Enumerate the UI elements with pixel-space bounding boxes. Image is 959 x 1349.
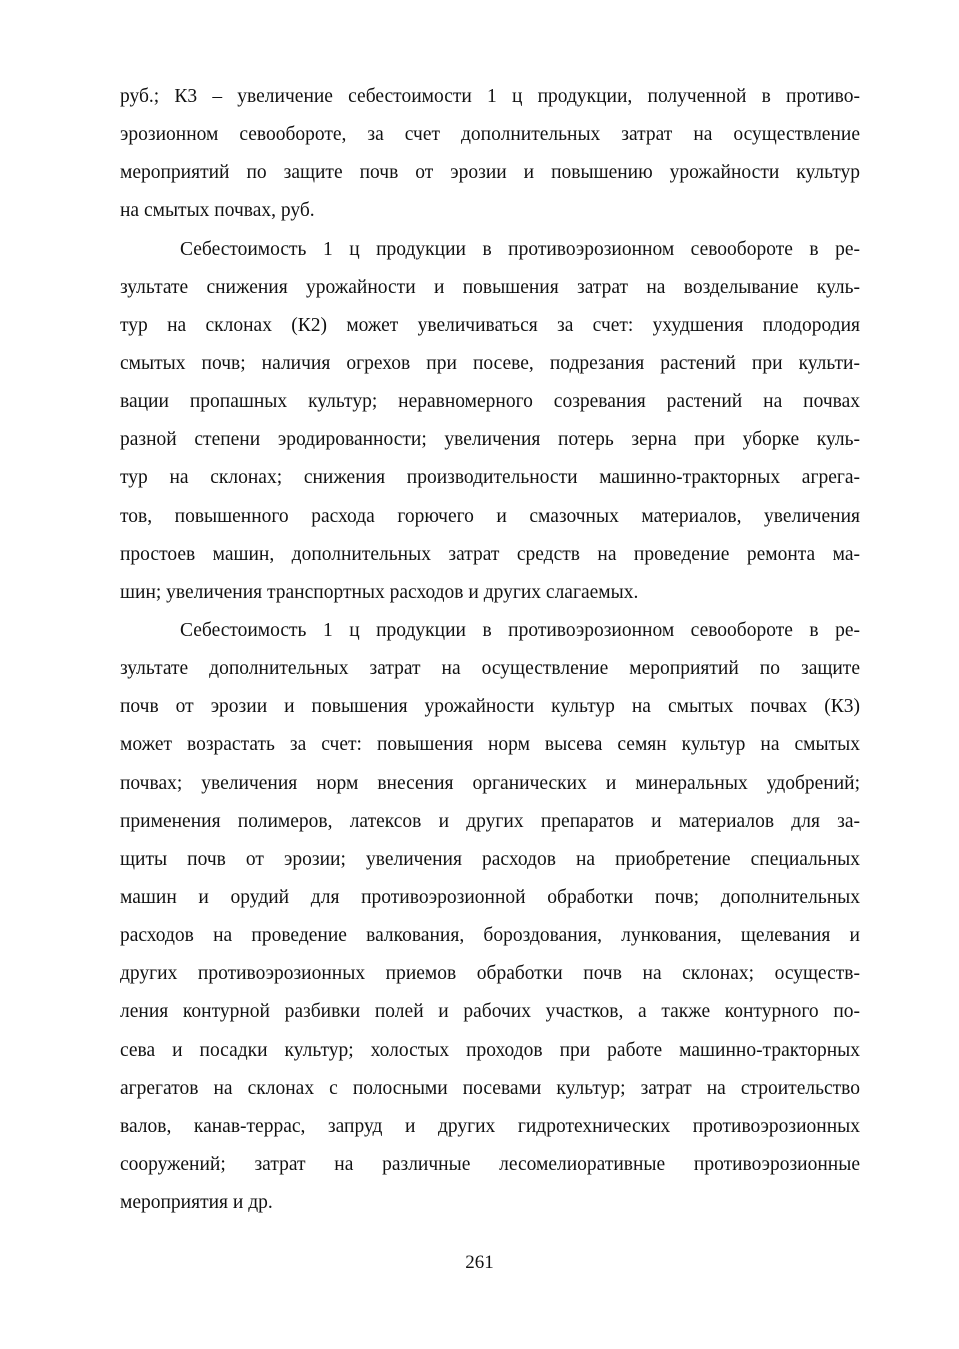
text-line: зультате дополнительных затрат на осуществление мероприятий по защите bbox=[120, 658, 860, 680]
page-number: 261 bbox=[465, 1252, 494, 1273]
text-line: руб.; К3 – увеличение себестоимости 1 ц продукции, полученной в противо- bbox=[120, 86, 860, 107]
text-line: других противоэрозионных приемов обработки почв на склонах; осуществ- bbox=[120, 963, 860, 985]
text-line: агрегатов на склонах с полосными посевами культур; затрат на строительство bbox=[120, 1077, 860, 1099]
text-line: сооружений; затрат на различные лесомелиоративные противоэрозионные bbox=[120, 1153, 860, 1175]
text-line: валов, канав-террас, запруд и других гидротехнических противоэрозионных bbox=[120, 1115, 860, 1137]
text-line: сева и посадки культур; холостых проходов при работе машинно-тракторных bbox=[120, 1039, 860, 1061]
text-line: машин и орудий для противоэрозионной обработки почв; дополнительных bbox=[120, 886, 860, 908]
text-line: на смытых почвах, руб. bbox=[120, 200, 315, 222]
text-line: мероприятий по защите почв от эрозии и повышению урожайности культур bbox=[120, 162, 860, 184]
text-line: расходов на проведение валкования, бороздования, лункования, щелевания и bbox=[120, 925, 860, 947]
text-line: шин; увеличения транспортных расходов и других слагаемых. bbox=[120, 581, 639, 603]
text-line: вации пропашных культур; неравномерного созревания растений на почвах bbox=[120, 391, 860, 413]
text-line: Себестоимость 1 ц продукции в противоэрозионном севообороте в ре- bbox=[180, 619, 860, 641]
text-line: тур на склонах (К2) может увеличиваться за счет: ухудшения плодородия bbox=[120, 314, 860, 336]
text-line: эрозионном севообороте, за счет дополнительных затрат на осуществление bbox=[120, 124, 860, 146]
text-line: ления контурной разбивки полей и рабочих участков, а также контурного по- bbox=[120, 1001, 860, 1023]
text-line: мероприятия и др. bbox=[120, 1192, 273, 1214]
text-line: тур на склонах; снижения производительности машинно-тракторных агрега- bbox=[120, 467, 860, 489]
text-line: разной степени эродированности; увеличения потерь зерна при уборке куль- bbox=[120, 429, 860, 451]
text-line: тов, повышенного расхода горючего и смазочных материалов, увеличения bbox=[120, 505, 860, 527]
text-line: простоев машин, дополнительных затрат средств на проведение ремонта ма- bbox=[120, 543, 860, 565]
body-text bbox=[120, 78, 860, 1222]
text-line: смытых почв; наличия огрехов при посеве, подрезания растений при культи- bbox=[120, 352, 860, 374]
text-line: зультате снижения урожайности и повышения затрат на возделывание куль- bbox=[120, 276, 860, 298]
text-line: Себестоимость 1 ц продукции в противоэрозионном севообороте в ре- bbox=[180, 238, 860, 260]
text-line: щиты почв от эрозии; увеличения расходов на приобретение специальных bbox=[120, 848, 860, 870]
text-line: применения полимеров, латексов и других препаратов и материалов для за- bbox=[120, 810, 860, 832]
text-line: почв от эрозии и повышения урожайности культур на смытых почвах (К3) bbox=[120, 696, 860, 718]
text-line: может возрастать за счет: повышения норм высева семян культур на смытых bbox=[120, 734, 860, 756]
text-line: почвах; увеличения норм внесения органических и минеральных удобрений; bbox=[120, 772, 860, 794]
